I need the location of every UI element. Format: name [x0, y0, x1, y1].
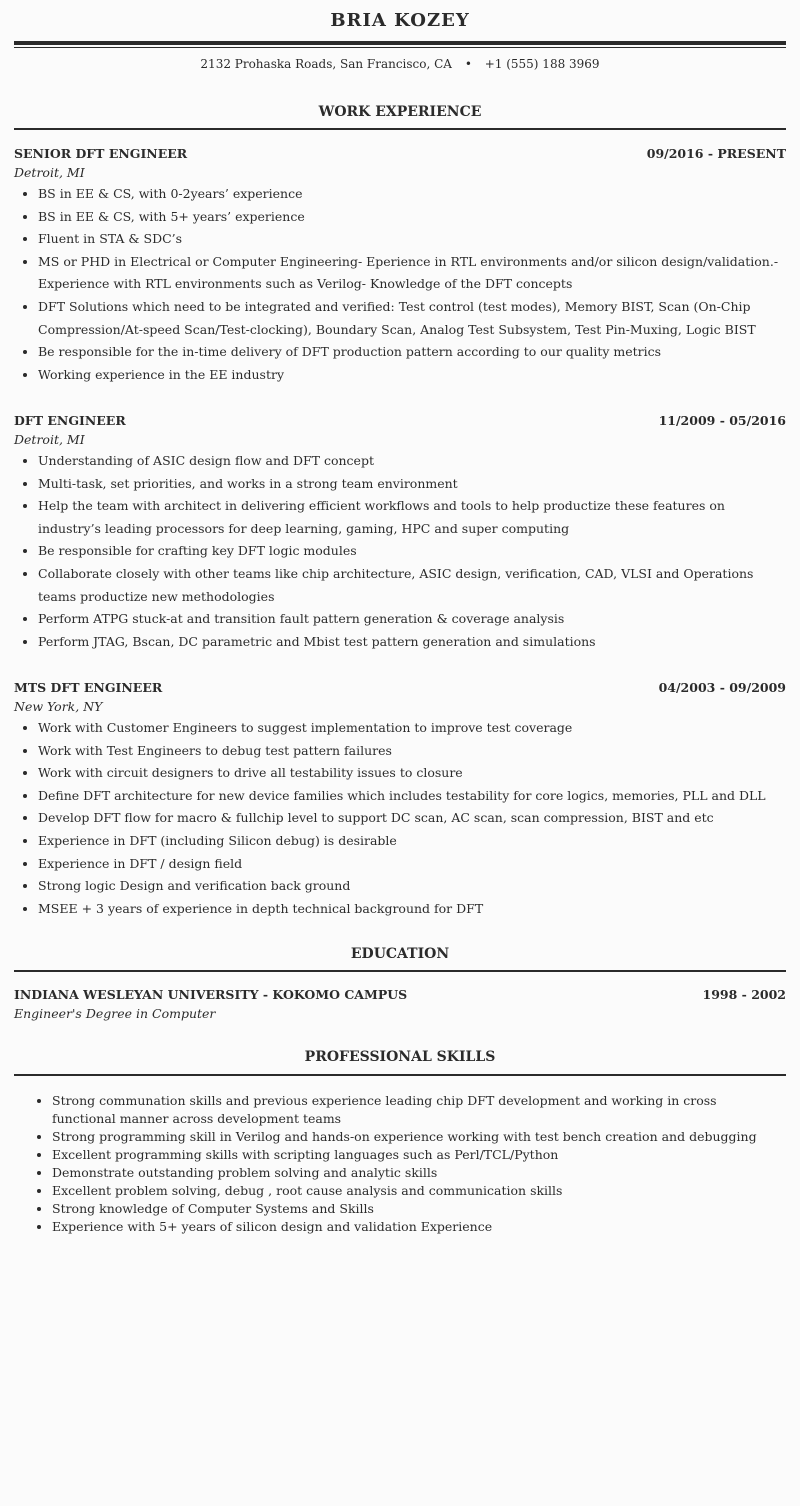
contact-address: 2132 Prohaska Roads, San Francisco, CA [200, 57, 452, 71]
skills-heading: PROFESSIONAL SKILLS [304, 1049, 496, 1065]
job-title: SENIOR DFT ENGINEER [14, 146, 188, 161]
list-item: • Perform ATPG stuck-at and transition fault pattern generation & coverage analysis [38, 608, 786, 631]
contact-line [0, 57, 800, 71]
contact-phone: +1 (555) 188 3969 [484, 57, 600, 71]
list-item: • Fluent in STA & SDC’s [38, 228, 786, 251]
list-item: • Understanding of ASIC design flow and DFT concept [38, 450, 786, 473]
school-name: INDIANA WESLEYAN UNIVERSITY - KOKOMO CAMPUS [14, 987, 408, 1002]
list-item: • Experience in DFT / design field [38, 853, 786, 876]
job-title: MTS DFT ENGINEER [14, 680, 163, 695]
candidate-name: BRIA KOZEY [330, 10, 470, 31]
skills-list [14, 1092, 774, 1236]
job-entry-1 [14, 146, 786, 386]
job-entry-3 [14, 680, 786, 920]
list-item: • Experience in DFT (including Silicon debug) is desirable [38, 830, 786, 853]
list-item: • Strong communation skills and previous experience leading chip DFT development and working in cross functional manner across development teams [52, 1092, 774, 1128]
list-item: • BS in EE & CS, with 0-2years’ experience [38, 183, 786, 206]
job-bullets [14, 450, 786, 653]
list-item: • Be responsible for crafting key DFT logic modules [38, 540, 786, 563]
list-item: • Be responsible for the in-time delivery of DFT production pattern according to our quality metrics [38, 341, 786, 364]
list-item: • Work with circuit designers to drive all testability issues to closure [38, 762, 786, 785]
skills-section [14, 1092, 774, 1236]
job-entry-2 [14, 413, 786, 653]
list-item: • Strong programming skill in Verilog and hands-on experience working with test bench creation and debugging [52, 1128, 774, 1146]
list-item: • Work with Test Engineers to debug test pattern failures [38, 740, 786, 763]
work-experience-heading: WORK EXPERIENCE [318, 104, 482, 120]
list-item: • Strong knowledge of Computer Systems and Skills [52, 1200, 774, 1218]
job-bullets [14, 183, 786, 386]
list-item: • MS or PHD in Electrical or Computer Engineering- Eperience in RTL environments and/or silicon design/validation.- Experience with RTL environments such as Verilog- Knowledge of the DFT concepts [38, 251, 786, 296]
list-item: • Demonstrate outstanding problem solving and analytic skills [52, 1164, 774, 1182]
list-item: • Multi-task, set priorities, and works in a strong team environment [38, 473, 786, 496]
work-experience-rule [14, 128, 786, 130]
list-item: • BS in EE & CS, with 5+ years’ experience [38, 206, 786, 229]
list-item: • Excellent programming skills with scripting languages such as Perl/TCL/Python [52, 1146, 774, 1164]
job-bullets [14, 717, 786, 920]
list-item: • Work with Customer Engineers to suggest implementation to improve test coverage [38, 717, 786, 740]
degree: Engineer's Degree in Computer [14, 1006, 216, 1021]
job-location: New York, NY [14, 699, 103, 714]
job-location: Detroit, MI [14, 165, 85, 180]
list-item: • Develop DFT flow for macro & fullchip level to support DC scan, AC scan, scan compression, BIST and etc [38, 807, 786, 830]
list-item: • Working experience in the EE industry [38, 364, 786, 387]
list-item: • Excellent problem solving, debug , root cause analysis and communication skills [52, 1182, 774, 1200]
job-title: DFT ENGINEER [14, 413, 126, 428]
contact-separator: • [464, 57, 472, 71]
job-location: Detroit, MI [14, 432, 85, 447]
list-item: • Experience with 5+ years of silicon design and validation Experience [52, 1218, 774, 1236]
job-dates: 09/2016 - PRESENT [646, 146, 786, 161]
list-item: • MSEE + 3 years of experience in depth technical background for DFT [38, 898, 786, 921]
job-dates: 04/2003 - 09/2009 [658, 680, 786, 695]
list-item: • Define DFT architecture for new device families which includes testability for core logics, memories, PLL and DLL [38, 785, 786, 808]
education-rule [14, 970, 786, 972]
list-item: • Perform JTAG, Bscan, DC parametric and Mbist test pattern generation and simulations [38, 631, 786, 654]
list-item: • Strong logic Design and verification back ground [38, 875, 786, 898]
list-item: • DFT Solutions which need to be integrated and verified: Test control (test modes), Memory BIST, Scan (On-Chip Compression/At-speed Scan/Test-clocking), Boundary Scan, Analog Test Subsystem, Test Pin-Muxing, Logic BIST [38, 296, 786, 341]
skills-rule [14, 1074, 786, 1076]
education-entry [14, 987, 786, 1023]
header-rule-thin [14, 47, 786, 48]
list-item: • Collaborate closely with other teams like chip architecture, ASIC design, verification, CAD, VLSI and Operations teams productize new methodologies [38, 563, 786, 608]
job-dates: 11/2009 - 05/2016 [658, 413, 786, 428]
education-dates: 1998 - 2002 [702, 987, 786, 1002]
education-heading: EDUCATION [350, 946, 450, 962]
header-rule-thick [14, 41, 786, 45]
list-item: • Help the team with architect in delivering efficient workflows and tools to help productize these features on industry’s leading processors for deep learning, gaming, HPC and super computing [38, 495, 786, 540]
